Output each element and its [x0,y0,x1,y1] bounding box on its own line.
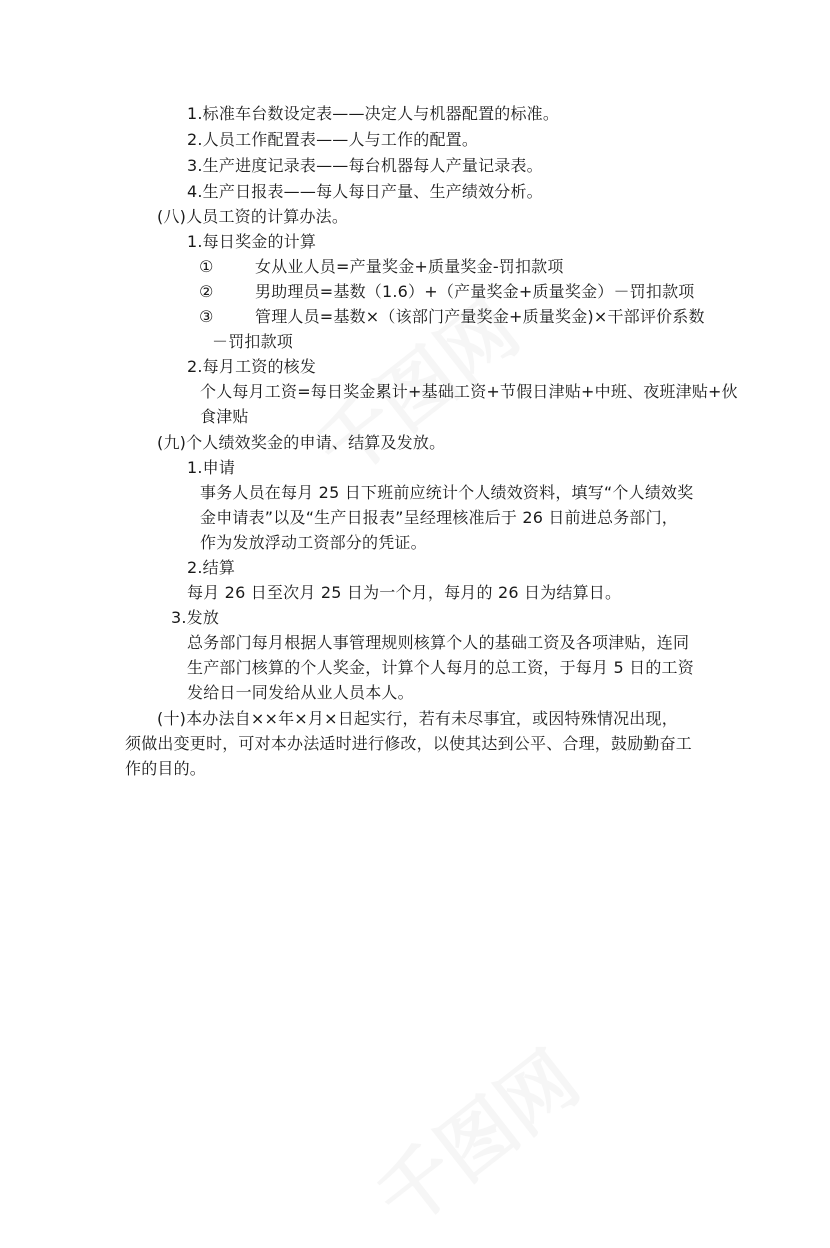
paragraph-settle: 每月 26 日至次月 25 日为一个月，每月的 26 日为结算日。 [187,583,622,602]
formula-male-assistant: 男助理员=基数（1.6）+（产量奖金+质量奖金）－罚扣款项 [255,282,695,301]
subheading-apply: 1.申请 [187,458,236,477]
paragraph-apply-1: 事务人员在每月 25 日下班前应统计个人绩效资料，填写“个人绩效奖 [200,483,694,502]
section-heading-10: (十)本办法自××年×月×日起实行，若有未尽事宜，或因特殊情况出现， [157,709,678,728]
subheading-daily-bonus: 1.每日奖金的计算 [187,232,317,251]
formula-monthly-pay: 个人每月工资=每日奖金累计+基础工资+节假日津贴+中班、夜班津贴+伙 [200,382,738,401]
paragraph-closing-3: 作的目的。 [125,759,207,778]
formula-management: 管理人员=基数×（该部门产量奖金+质量奖金)×干部评价系数 [255,307,705,326]
paragraph-payout-1: 总务部门每月根据人事管理规则核算个人的基础工资及各项津贴，连同 [187,633,690,652]
watermark-bottom [351,1021,598,1247]
circled-number-1: ① [199,257,214,276]
formula-female-staff: 女从业人员=产量奖金+质量奖金-罚扣款项 [255,257,564,276]
subheading-payout: 3.发放 [171,608,220,627]
circled-number-2: ② [199,282,214,301]
paragraph-payout-2: 生产部门核算的个人奖金，计算个人每月的总工资，于每月 5 日的工资 [187,658,694,677]
paragraph-apply-2: 金申请表”以及“生产日报表”呈经理核准后于 26 日前进总务部门， [200,508,678,527]
form-item-4: 4.生产日报表——每人每日产量、生产绩效分析。 [187,182,543,201]
formula-management-cont: －罚扣款项 [212,332,294,351]
circled-number-3: ③ [199,307,214,326]
subheading-monthly-pay: 2.每月工资的核发 [187,357,317,376]
form-item-1: 1.标准车台数设定表——决定人与机器配置的标准。 [187,104,560,123]
section-heading-8: (八)人员工资的计算办法。 [157,207,349,226]
section-heading-9: (九)个人绩效奖金的申请、结算及发放。 [157,433,446,452]
paragraph-apply-3: 作为发放浮动工资部分的凭证。 [200,533,427,552]
form-item-2: 2.人员工作配置表——人与工作的配置。 [187,130,479,149]
formula-monthly-pay-cont: 食津贴 [200,407,249,426]
paragraph-payout-3: 发给日一同发给从业人员本人。 [187,683,414,702]
subheading-settle: 2.结算 [187,558,236,577]
paragraph-closing-2: 须做出变更时，可对本办法适时进行修改，以使其达到公平、合理，鼓励勤奋工 [125,734,693,753]
form-item-3: 3.生产进度记录表——每台机器每人产量记录表。 [187,156,543,175]
